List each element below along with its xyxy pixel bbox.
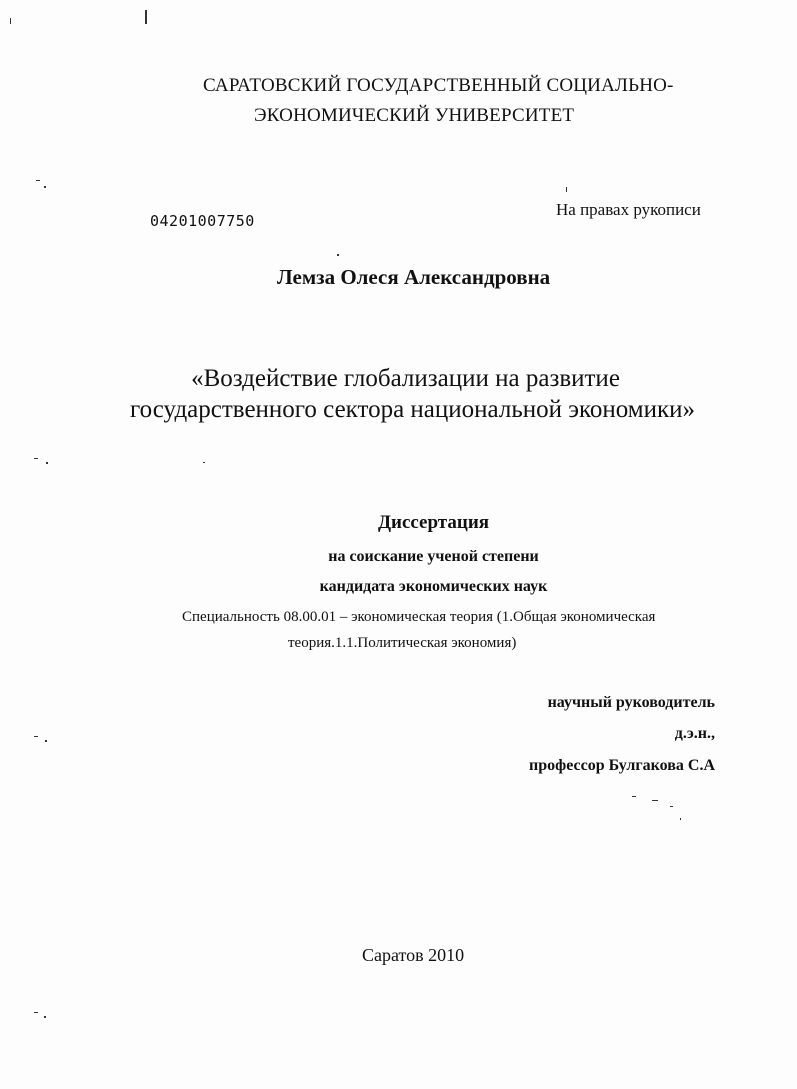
- scan-mark: [566, 187, 567, 192]
- specialty-line2: теория.1.1.Политическая экономия): [288, 635, 517, 651]
- scan-mark: [337, 254, 339, 256]
- scan-mark: [632, 796, 636, 797]
- scan-mark: [46, 462, 48, 464]
- supervisor-role: научный руководитель: [547, 694, 715, 711]
- scan-mark: [652, 800, 658, 801]
- scan-mark: [44, 1016, 46, 1018]
- city-year: Саратов 2010: [362, 945, 465, 965]
- scan-mark: [670, 806, 673, 807]
- scan-mark: [36, 180, 40, 181]
- scan-mark: [34, 736, 38, 737]
- university-name-line1: САРАТОВСКИЙ ГОСУДАРСТВЕННЫЙ СОЦИАЛЬНО-: [203, 75, 674, 96]
- work-type: Диссертация: [377, 512, 490, 533]
- degree-line1: на соискание ученой степени: [328, 548, 539, 565]
- supervisor-degree: д.э.н.,: [674, 725, 715, 742]
- supervisor-name: профессор Булгакова С.А: [529, 757, 715, 774]
- author-name: Лемза Олеся Александровна: [277, 265, 551, 289]
- scan-mark: [145, 10, 147, 24]
- scan-mark: [203, 462, 205, 463]
- dissertation-title-line2: государственного сектора национальной экономики»: [130, 396, 695, 423]
- catalog-code: 04201007750: [150, 212, 255, 230]
- specialty-line1: Специальность 08.00.01 – экономическая теория (1.Общая экономическая: [182, 609, 656, 625]
- rights-note: На правах рукописи: [556, 200, 701, 219]
- dissertation-title-line1: «Воздействие глобализации на развитие: [191, 365, 620, 392]
- university-name-line2: ЭКОНОМИЧЕСКИЙ УНИВЕРСИТЕТ: [254, 105, 575, 126]
- scan-mark: [34, 458, 38, 459]
- degree-line2: кандидата экономических наук: [319, 578, 548, 595]
- scan-mark: [45, 740, 47, 742]
- scan-mark: [680, 818, 681, 820]
- scan-mark: [44, 186, 46, 188]
- scan-mark: [34, 1012, 38, 1013]
- scan-mark: [10, 18, 11, 24]
